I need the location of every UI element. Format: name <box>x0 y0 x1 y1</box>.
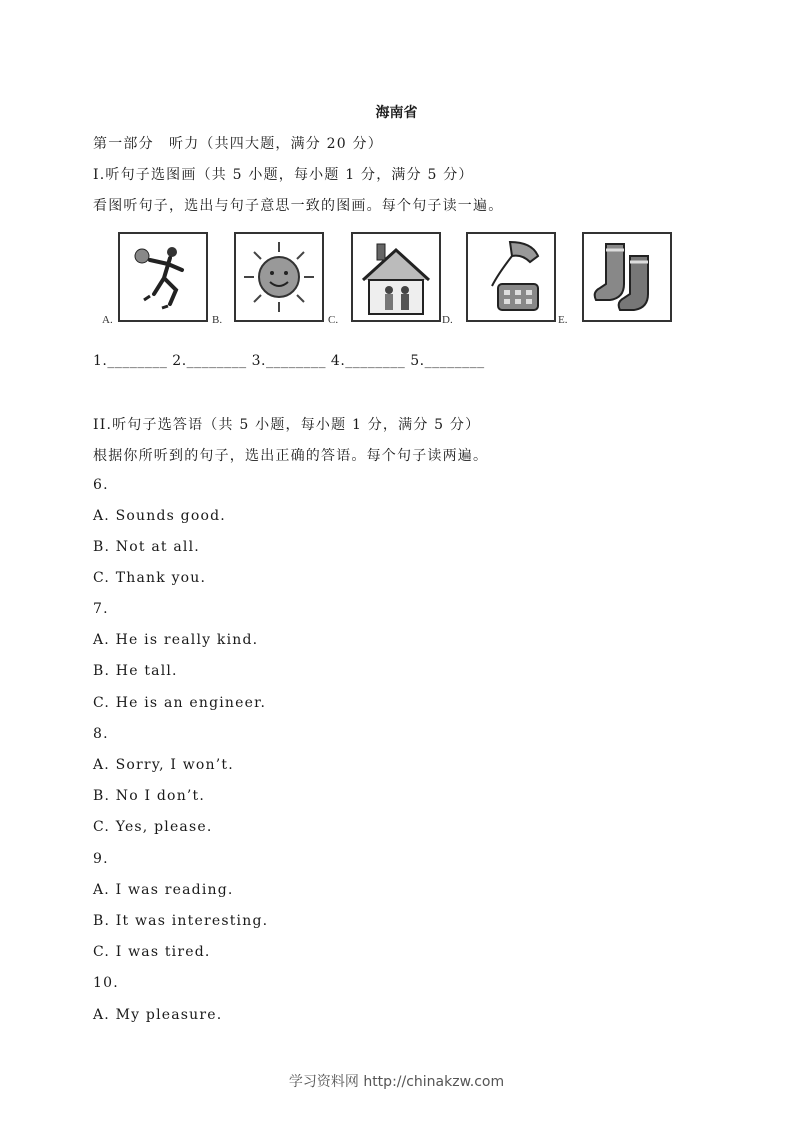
answer-option: B. It was interesting. <box>93 913 269 929</box>
answer-option: C. He is an engineer. <box>93 695 267 711</box>
section2-instruction: 根据你所听到的句子，选出正确的答语。每个句子读两遍。 <box>93 448 489 464</box>
socks-icon <box>584 234 670 320</box>
answer-option: B. He tall. <box>93 663 178 679</box>
answer-option: A. My pleasure. <box>93 1007 223 1023</box>
house-family-icon <box>353 234 439 320</box>
picture-d <box>466 232 556 322</box>
picture-c <box>351 232 441 322</box>
basketball-player-icon <box>120 234 206 320</box>
question-number: 10. <box>93 975 119 991</box>
picture-label-c: C. <box>328 314 339 326</box>
section1-heading: I.听句子选图画（共 5 小题，每小题 1 分，满分 5 分） <box>93 167 474 183</box>
picture-label-d: D. <box>442 314 453 326</box>
picture-b <box>234 232 324 322</box>
picture-options <box>100 232 680 332</box>
picture-label-a: A. <box>102 314 113 326</box>
picture-a <box>118 232 208 322</box>
picture-label-b: B. <box>212 314 223 326</box>
picture-label-e: E. <box>558 314 568 326</box>
answer-option: A. I was reading. <box>93 882 234 898</box>
part1-heading: 第一部分 听力（共四大题，满分 20 分） <box>93 136 383 152</box>
footer-watermark: 学习资料网 http://chinakzw.com <box>288 1074 505 1090</box>
answer-option: A. Sounds good. <box>93 508 226 524</box>
question-number: 6. <box>93 477 109 493</box>
picture-e <box>582 232 672 322</box>
section1-instruction: 看图听句子，选出与句子意思一致的图画。每个句子读一遍。 <box>93 198 504 214</box>
answer-option: C. Thank you. <box>93 570 207 586</box>
question-number: 7. <box>93 601 109 617</box>
sun-icon <box>236 234 322 320</box>
answer-option: A. He is really kind. <box>93 632 259 648</box>
answer-option: C. I was tired. <box>93 944 211 960</box>
answer-blanks: 1.________ 2.________ 3.________ 4.________ 5.________ <box>93 353 485 369</box>
answer-option: B. Not at all. <box>93 539 200 555</box>
telephone-icon <box>468 234 554 320</box>
answer-option: B. No I don’t. <box>93 788 206 804</box>
section2-heading: II.听句子选答语（共 5 小题，每小题 1 分，满分 5 分） <box>93 417 481 433</box>
question-number: 9. <box>93 851 109 867</box>
answer-option: A. Sorry, I won’t. <box>93 757 234 773</box>
question-number: 8. <box>93 726 109 742</box>
page-title: 海南省 <box>375 105 418 121</box>
answer-option: C. Yes, please. <box>93 819 213 835</box>
